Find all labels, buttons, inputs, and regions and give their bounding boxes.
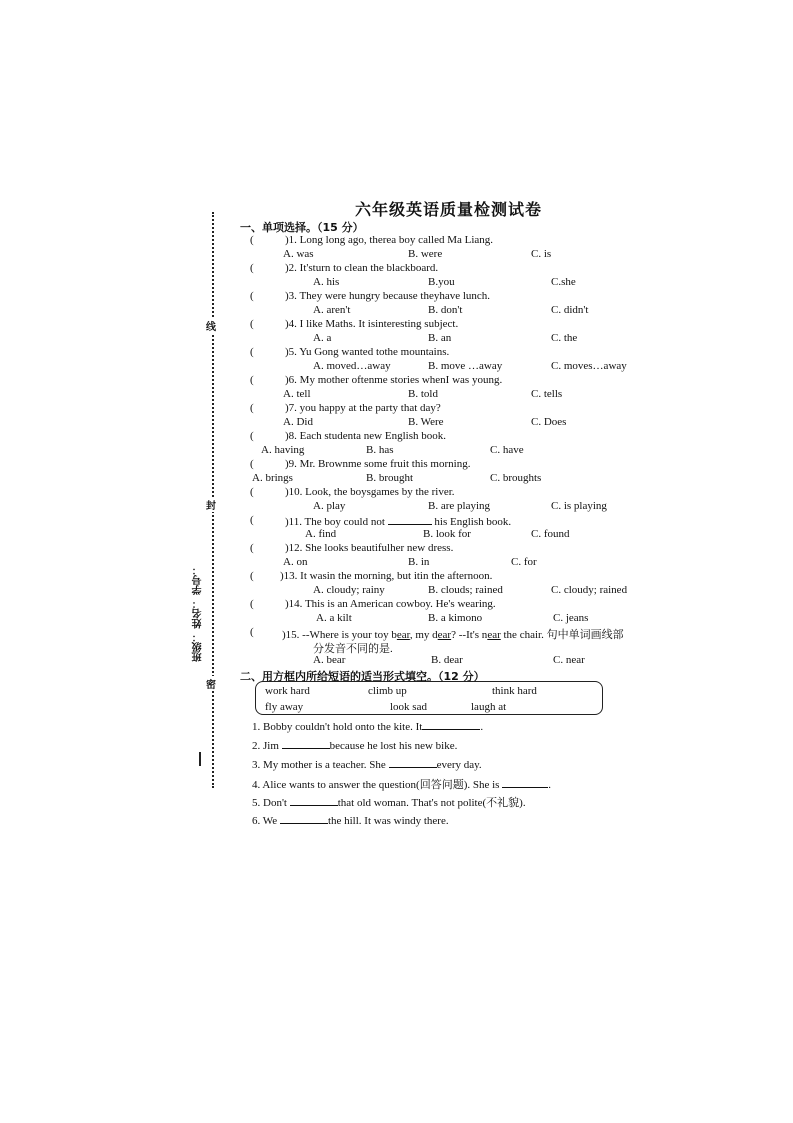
fill1-blank[interactable]	[422, 719, 480, 730]
q10-option-c: C. is playing	[551, 500, 607, 512]
q7-option-a: A. Did	[283, 416, 313, 428]
q2-option-c: C.she	[551, 276, 576, 288]
q15-bracket[interactable]: (	[250, 626, 254, 638]
q12-bracket[interactable]: (	[250, 542, 254, 554]
q12-stem: )12. She looks beautifulher new dress.	[285, 542, 454, 554]
q2-stem: )2. It'sturn to clean the blackboard.	[285, 262, 439, 274]
q13-option-b: B. clouds; rained	[428, 584, 503, 596]
q6-option-a: A. tell	[283, 388, 311, 400]
fill2-blank[interactable]	[282, 738, 330, 749]
q15-underlined-2: ear	[437, 629, 452, 641]
q2-option-a: A. his	[313, 276, 340, 288]
fill3-pre: 3. My mother is a teacher. She	[252, 759, 389, 771]
q11-blank[interactable]	[388, 514, 432, 525]
q1-stem: )1. Long long ago, therea boy called Ma Liang.	[285, 234, 494, 246]
q13-option-c: C. cloudy; rained	[551, 584, 628, 596]
q2-option-b: B.you	[428, 276, 455, 288]
q8-option-b: B. has	[366, 444, 394, 456]
fill4-blank[interactable]	[502, 777, 548, 788]
fill5-pre: 5. Don't	[252, 797, 290, 809]
section2-heading: 二、用方框内所给短语的适当形式填空。（12 分）	[240, 670, 485, 683]
q11-bracket[interactable]: (	[250, 514, 254, 526]
q8-option-a: A. having	[261, 444, 305, 456]
fill-sentence-2	[252, 738, 457, 752]
fill1-post: .	[480, 721, 484, 733]
q3-stem: )3. They were hungry because theyhave lunch.	[285, 290, 491, 302]
q14-option-c: C. jeans	[553, 612, 589, 624]
q1-bracket[interactable]: (	[250, 234, 254, 246]
phrase-think-hard: think hard	[492, 685, 537, 697]
q5-option-a: A. moved…away	[313, 360, 391, 372]
q10-option-b: B. are playing	[428, 500, 491, 512]
q15-stem-line2: 分发音不同的是.	[313, 643, 393, 655]
q15-stem-part4: the chair. 句中单词画线部	[500, 629, 624, 641]
q15-option-c: C. near	[553, 654, 585, 666]
q4-option-b: B. an	[428, 332, 452, 344]
seal-char-xian: 线	[206, 318, 216, 333]
seal-char-feng: 封	[206, 497, 216, 512]
q9-option-c: C. broughts	[490, 472, 542, 484]
q3-bracket[interactable]: (	[250, 290, 254, 302]
fill-sentence-5	[252, 794, 526, 810]
q5-option-c: C. moves…away	[551, 360, 627, 372]
q8-bracket[interactable]: (	[250, 430, 254, 442]
q14-option-b: B. a kimono	[428, 612, 483, 624]
q5-stem: )5. Yu Gong wanted tothe mountains.	[285, 346, 450, 358]
q10-option-a: A. play	[313, 500, 346, 512]
fill5-post: that old woman. That's not polite(不礼貌).	[337, 797, 526, 809]
phrase-laugh-at: laugh at	[471, 701, 507, 713]
fill6-post: the hill. It was windy there.	[327, 815, 449, 827]
q2-bracket[interactable]: (	[250, 262, 254, 274]
fill3-post: every day.	[436, 759, 482, 771]
phrase-look-sad: look sad	[390, 701, 427, 713]
q15-underlined-1: ear	[396, 629, 410, 641]
fill4-pre: 4. Alice wants to answer the question(回答问题). She is	[252, 779, 503, 791]
q7-option-c: C. Does	[531, 416, 567, 428]
q12-option-b: B. in	[408, 556, 430, 568]
q11-option-c: C. found	[531, 528, 570, 540]
phrase-fly-away: fly away	[265, 701, 304, 713]
student-info-label: 班级： 姓名： 学号：	[193, 565, 204, 662]
q8-stem: )8. Each studenta new English book.	[285, 430, 446, 442]
q9-bracket[interactable]: (	[250, 458, 254, 470]
q3-option-c: C. didn't	[551, 304, 589, 316]
q4-option-a: A. a	[313, 332, 332, 344]
q9-option-a: A. brings	[252, 472, 293, 484]
fill-sentence-4	[252, 776, 551, 792]
phrase-work-hard: work hard	[265, 685, 310, 697]
fill1-pre: 1. Bobby couldn't hold onto the kite. It	[252, 721, 423, 733]
fill5-blank[interactable]	[290, 795, 338, 806]
q15-underlined-3: ear	[487, 629, 501, 641]
q14-option-a: A. a kilt	[316, 612, 352, 624]
fill3-blank[interactable]	[389, 757, 437, 768]
q12-option-a: A. on	[283, 556, 308, 568]
q14-stem: )14. This is an American cowboy. He's wearing.	[285, 598, 496, 610]
q15-option-b: B. dear	[431, 654, 463, 666]
q3-option-b: B. don't	[428, 304, 463, 316]
fill-sentence-1	[252, 719, 483, 733]
q15-stem-part2: , my d	[409, 629, 438, 641]
q13-stem: )13. It wasin the morning, but itin the afternoon.	[280, 570, 493, 582]
q5-bracket[interactable]: (	[250, 346, 254, 358]
q1-option-c: C. is	[531, 248, 552, 260]
q11-stem	[285, 514, 511, 528]
q5-option-b: B. move …away	[428, 360, 503, 372]
q15-option-a: A. bear	[313, 654, 346, 666]
q10-bracket[interactable]: (	[250, 486, 254, 498]
fill4-post: .	[548, 779, 551, 791]
q12-option-c: C. for	[511, 556, 537, 568]
fill6-blank[interactable]	[280, 813, 328, 824]
phrase-climb-up: climb up	[368, 685, 407, 697]
q11-stem-post: his English book.	[434, 516, 512, 528]
q3-option-a: A. aren't	[313, 304, 351, 316]
seal-char-mi: 密	[206, 676, 216, 691]
q10-stem: )10. Look, the boysgames by the river.	[285, 486, 455, 498]
q9-option-b: B. brought	[366, 472, 414, 484]
q6-bracket[interactable]: (	[250, 374, 254, 386]
q11-option-b: B. look for	[423, 528, 471, 540]
margin-mark	[199, 752, 201, 766]
q8-option-c: C. have	[490, 444, 524, 456]
q7-option-b: B. Were	[408, 416, 444, 428]
q11-stem-pre: )11. The boy could not	[285, 516, 385, 528]
q7-bracket[interactable]: (	[250, 402, 254, 414]
q6-option-b: B. told	[408, 388, 438, 400]
fill2-pre: 2. Jim	[252, 740, 282, 752]
fill6-pre: 6. We	[252, 815, 280, 827]
q11-option-a: A. find	[305, 528, 337, 540]
q13-bracket[interactable]: (	[250, 570, 254, 582]
section1-heading: 一、单项选择。（15 分）	[240, 221, 364, 234]
fill-sentence-6	[252, 813, 449, 827]
exam-title: 六年级英语质量检测试卷	[355, 200, 543, 219]
q4-stem: )4. I like Maths. It isinteresting subject.	[285, 318, 459, 330]
q14-bracket[interactable]: (	[250, 598, 254, 610]
q15-stem-part3: ? --It's n	[451, 629, 488, 641]
fill-sentence-3	[252, 757, 482, 771]
q6-stem: )6. My mother oftenme stories whenI was young.	[285, 374, 503, 386]
q1-option-a: A. was	[283, 248, 314, 260]
q15-stem-part1: )15. --Where is your toy b	[282, 629, 397, 641]
q13-option-a: A. cloudy; rainy	[313, 584, 385, 596]
fill2-post: because he lost his new bike.	[329, 740, 458, 752]
q4-option-c: C. the	[551, 332, 578, 344]
q7-stem: )7. you happy at the party that day?	[285, 402, 441, 414]
q1-option-b: B. were	[408, 248, 443, 260]
q4-bracket[interactable]: (	[250, 318, 254, 330]
q6-option-c: C. tells	[531, 388, 563, 400]
q9-stem: )9. Mr. Brownme some fruit this morning.	[285, 458, 471, 470]
